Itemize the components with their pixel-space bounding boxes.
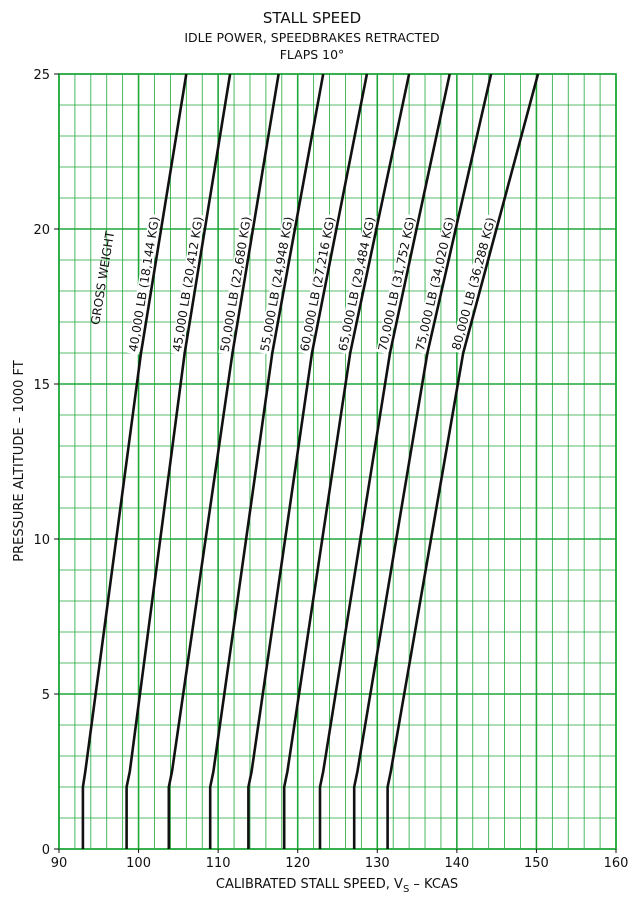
y-tick-label: 20 [33, 223, 50, 238]
y-tick-label: 5 [41, 688, 50, 703]
plot-frame [59, 74, 616, 849]
x-axis-label-tail: – KCAS [409, 877, 459, 892]
y-tick-label: 15 [33, 378, 50, 393]
x-axis-label [216, 877, 458, 895]
y-tick-label: 0 [41, 843, 50, 858]
x-axis-label-subscript: S [402, 884, 410, 895]
curve-label: 80,000 LB (36,288 KG) [449, 215, 499, 352]
curve-label: 75,000 LB (34,020 KG) [412, 215, 458, 353]
weight-curve [169, 74, 279, 849]
x-tick-label: 90 [50, 856, 68, 871]
y-tick-label: 10 [33, 533, 50, 548]
curve-label: 40,000 LB (18,144 KG) [126, 215, 162, 353]
curve-label: 55,000 LB (24,948 KG) [257, 215, 296, 353]
x-axis-label-main: CALIBRATED STALL SPEED, V [215, 877, 403, 892]
chart-subtitle-line-1: IDLE POWER, SPEEDBRAKES RETRACTED [184, 30, 440, 45]
gross-weight-label: GROSS WEIGHT [88, 230, 118, 326]
y-tick-label: 25 [33, 68, 50, 83]
weight-curves [83, 74, 538, 849]
x-tick-label: 100 [126, 856, 151, 871]
y-axis-label: PRESSURE ALTITUDE – 1000 FT [12, 360, 27, 562]
curve-label: 65,000 LB (29,484 KG) [335, 215, 378, 353]
curve-label: 50,000 LB (22,680 KG) [217, 215, 254, 353]
weight-curve [210, 74, 323, 849]
chart-subtitle-line-2: FLAPS 10° [279, 47, 345, 62]
x-tick-label: 150 [524, 856, 549, 871]
x-tick-label: 120 [285, 856, 311, 871]
x-tick-label: 140 [444, 856, 470, 871]
curve-label: 60,000 LB (27,216 KG) [297, 215, 338, 353]
curve-label: 45,000 LB (20,412 KG) [169, 215, 206, 353]
x-tick-label: 130 [364, 856, 390, 871]
weight-curve [354, 74, 491, 849]
plot-grid [59, 74, 616, 849]
x-tick-label: 110 [205, 856, 231, 871]
x-tick-label: 160 [603, 856, 629, 871]
curve-label: 70,000 LB (31,752 KG) [375, 215, 418, 353]
chart-title: STALL SPEED [262, 9, 362, 27]
